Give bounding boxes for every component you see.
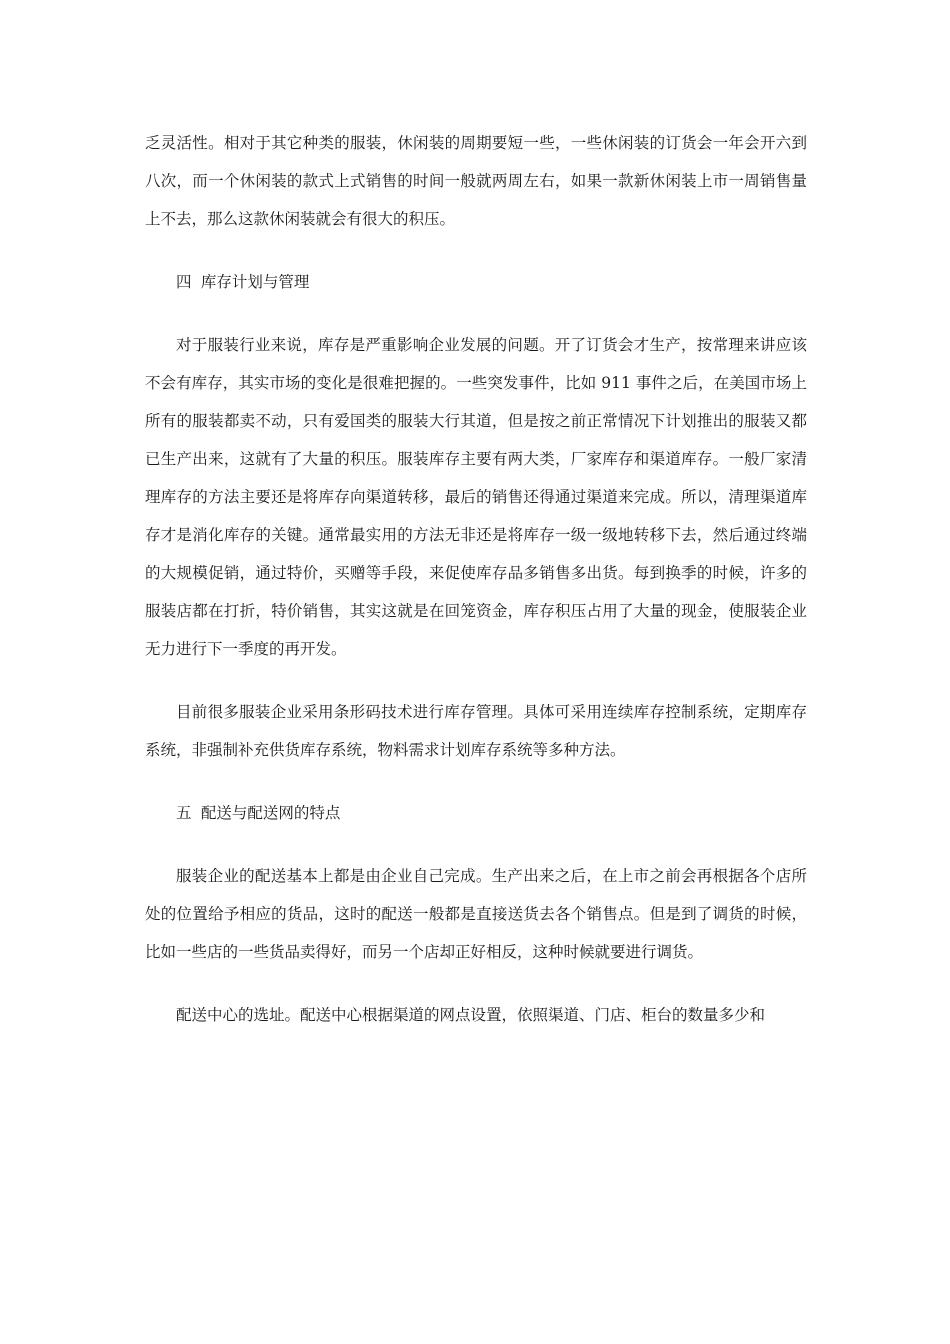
section-title: 配送与配送网的特点 — [200, 804, 341, 822]
section-number: 四 — [176, 273, 192, 291]
paragraph-inventory-problem: 对于服装行业来说，库存是严重影响企业发展的问题。开了订货会才生产，按常理来讲应该不会有库存，其实市场的变化是很难把握的。一些突发事件，比如 911 事件之后，在美国市场上所有的服装都卖不动，只有爱国类的服装大行其道，但是按之前正常情况下计划推出的服装又都已生产出来，这就有了大量的积压。服装库存主要有两大类，厂家库存和渠道库存。一般厂家清理库存的方法主要还是将库存向渠道转移，最后的销售还得通过渠道来完成。所以，清理渠道库存才是消化库存的关键。通常最实用的方法无非还是将库存一级一级地转移下去，然后通过终端的大规模促销，通过特价，买赠等手段，来促使库存品多销售多出货。每到换季的时候，许多的服装店都在打折，特价销售，其实这就是在回笼资金，库存积压占用了大量的现金，使服装企业无力进行下一季度的再开发。 — [145, 336, 807, 658]
section-heading-distribution — [145, 794, 807, 832]
paragraph-barcode-management: 目前很多服装企业采用条形码技术进行库存管理。具体可采用连续库存控制系统，定期库存系统，非强制补充供货库存系统，物料需求计划库存系统等多种方法。 — [145, 703, 807, 759]
document-body — [145, 124, 807, 1059]
paragraph-distribution-self: 服装企业的配送基本上都是由企业自己完成。生产出来之后，在上市之前会再根据各个店所处的位置给予相应的货品，这时的配送一般都是直接送货去各个销售点。但是到了调货的时候，比如一些店的一些货品卖得好，而另一个店却正好相反，这种时候就要进行调货。 — [145, 867, 807, 961]
paragraph-casualwear-cycle: 乏灵活性。相对于其它种类的服装，休闲装的周期要短一些，一些休闲装的订货会一年会开六到八次，而一个休闲装的款式上式销售的时间一般就两周左右，如果一款新休闲装上市一周销售量上不去，那么这款休闲装就会有很大的积压。 — [145, 134, 807, 228]
section-title: 库存计划与管理 — [200, 273, 310, 291]
section-heading-inventory — [145, 263, 807, 301]
paragraph-distribution-center-site: 配送中心的选址。配送中心根据渠道的网点设置，依照渠道、门店、柜台的数量多少和 — [176, 1006, 766, 1024]
section-number: 五 — [176, 804, 192, 822]
